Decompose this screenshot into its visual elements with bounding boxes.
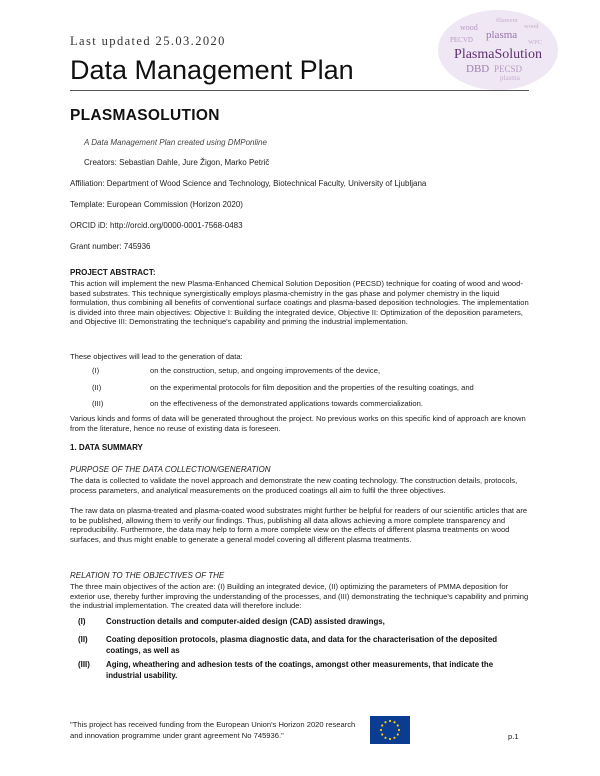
objective-number: (II) bbox=[92, 383, 102, 392]
logo-word: PECVD bbox=[450, 36, 473, 44]
data-item-number: (III) bbox=[78, 660, 90, 669]
objective-text: on the effectiveness of the demonstrated applications towards commercialization. bbox=[150, 399, 423, 408]
plasmasolution-logo bbox=[436, 8, 560, 92]
objective-text: on the experimental protocols for film deposition and the properties of the resulting coatings, and bbox=[150, 383, 474, 392]
logo-word: plasma bbox=[500, 74, 520, 82]
document-subtitle: A Data Management Plan created using DMPonline bbox=[84, 138, 267, 147]
eu-star-icon bbox=[381, 724, 383, 726]
eu-star-icon bbox=[381, 733, 383, 735]
eu-star-icon bbox=[380, 729, 382, 731]
eu-star-icon bbox=[397, 733, 399, 735]
eu-star-icon bbox=[393, 721, 395, 723]
eu-star-icon bbox=[384, 721, 386, 723]
abstract-heading: PROJECT ABSTRACT: bbox=[70, 268, 156, 277]
data-item-text: Aging, wheathering and adhesion tests of the coatings, amongst other measurements, that indicate the industrial usability. bbox=[106, 660, 494, 680]
abstract-lead: These objectives will lead to the generation of data: bbox=[70, 352, 243, 361]
eu-star-icon bbox=[398, 729, 400, 731]
eu-star-icon bbox=[389, 738, 391, 740]
last-updated: Last updated 25.03.2020 bbox=[70, 34, 226, 48]
orcid: ORCID iD: http://orcid.org/0000-0001-7568-0483 bbox=[70, 221, 243, 230]
logo-word: plasma bbox=[486, 29, 518, 41]
document-title: PLASMASOLUTION bbox=[70, 107, 220, 124]
relation-paragraph: The three main objectives of the action are: (I) Building an integrated device, (II) optimizing the parameters of PMMA deposition for exterior use, thereby further improving the understanding of the processes, and (III) demonstrating the technique's capability and priming the industrial implementation. The created data will therefore include: bbox=[70, 582, 529, 611]
objective-number: (III) bbox=[92, 399, 104, 408]
logo-word: wood bbox=[524, 23, 539, 30]
data-item-text: Coating deposition protocols, plasma diagnostic data, and data for the characterisation of the deposited coatings, as well as bbox=[106, 635, 498, 655]
creators: Creators: Sebastian Dahle, Jure Žigon, Marko Petrič bbox=[84, 158, 270, 167]
purpose-heading: PURPOSE OF THE DATA COLLECTION/GENERATION bbox=[70, 465, 271, 474]
logo-word: wood bbox=[460, 23, 478, 32]
funding-statement: "This project has received funding from the European Union's Horizon 2020 research and innovation programme under grant agreement No 745936." bbox=[70, 720, 356, 740]
eu-star-icon bbox=[397, 724, 399, 726]
logo-word: filament bbox=[496, 17, 518, 24]
data-item-text: Construction details and computer-aided design (CAD) assisted drawings, bbox=[106, 617, 385, 626]
objective-text: on the construction, setup, and ongoing improvements of the device, bbox=[150, 366, 381, 375]
section-heading: 1. DATA SUMMARY bbox=[70, 443, 143, 452]
purpose-paragraph-1: The data is collected to validate the novel approach and demonstrate the new coating technology. The construction details, protocols, process parameters, and analytical measurements on the produced coatings all aim to fulfil the three objectives. bbox=[70, 476, 518, 495]
logo-word: DBD bbox=[466, 63, 490, 75]
logo-main-word: PlasmaSolution bbox=[454, 47, 542, 62]
grant-number: Grant number: 745936 bbox=[70, 242, 151, 251]
purpose-paragraph-2: The raw data on plasma-treated and plasma-coated wood substrates might further be helpful for readers of our scientific articles that are to be published, allowing them to verify our findings. Thus, publishing all data allows achieving a more complete transparency and reproducibility. Furthermore, the data may help to form a more complete view on the effects of different plasma treatments on wood surfaces, and thus might enable to generate a general model covering all different plasma treatments. bbox=[70, 506, 528, 544]
affiliation: Affiliation: Department of Wood Science and Technology, Biotechnical Faculty, University of Ljubljana bbox=[70, 179, 427, 188]
abstract-text: This action will implement the new Plasma-Enhanced Chemical Solution Deposition (PECSD) technique for coating of wood and wood-based substrates. This technique synergistically employs plasma-chemistry in the gas phase and polymer chemistry in the liquid formulation, thus combining all benefits of conventional surface coatings and plasma-based deposition technologies. The implementation is divided into three main objectives: Objective I: Building the integrated device, Objective II: Optimization of the deposition parameters, and Objective III: Demonstrating the technique's capability and priming the industrial implementation. bbox=[70, 279, 529, 327]
page-header-title: Data Management Plan bbox=[70, 55, 354, 85]
logo-word: PECSD bbox=[494, 64, 523, 74]
eu-flag-icon bbox=[370, 716, 410, 744]
abstract-closing: Various kinds and forms of data will be generated throughout the project. No previous works on this specific kind of approach are known from the literature, hence no reuse of existing data is foreseen. bbox=[70, 414, 526, 433]
eu-star-icon bbox=[393, 737, 395, 739]
objective-number: (I) bbox=[92, 366, 100, 375]
logo-word: WPC bbox=[528, 39, 543, 46]
data-item-number: (II) bbox=[78, 635, 88, 644]
data-item-number: (I) bbox=[78, 617, 86, 626]
eu-star-icon bbox=[384, 737, 386, 739]
page-number: p.1 bbox=[508, 732, 519, 741]
relation-heading: RELATION TO THE OBJECTIVES OF THE bbox=[70, 571, 225, 580]
eu-star-icon bbox=[389, 720, 391, 722]
template: Template: European Commission (Horizon 2020) bbox=[70, 200, 243, 209]
